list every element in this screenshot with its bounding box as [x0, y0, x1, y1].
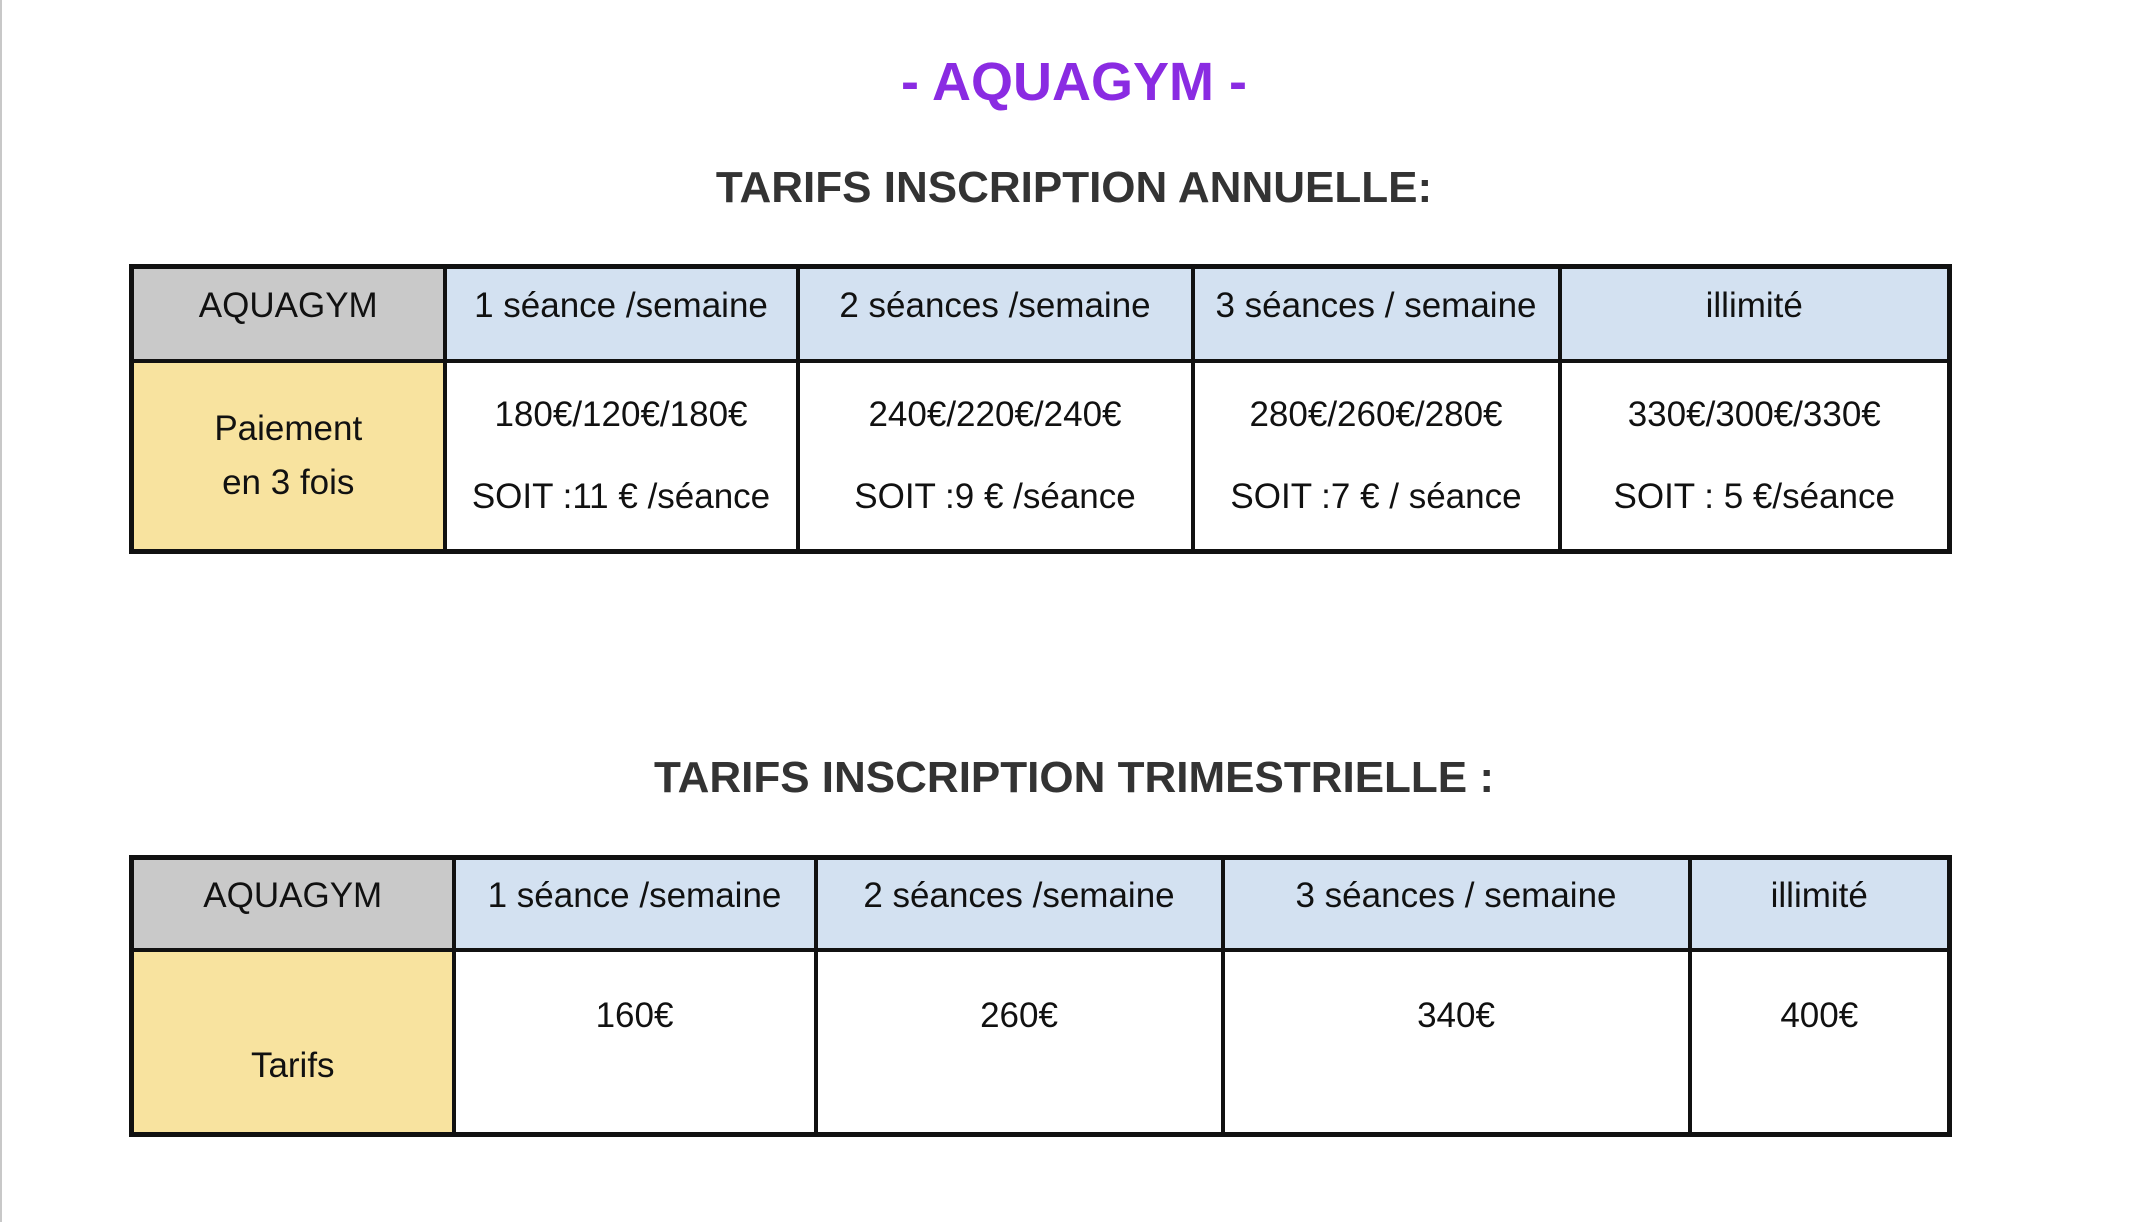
annual-section-heading: TARIFS INSCRIPTION ANNUELLE: [715, 163, 1433, 212]
quarterly-price-table [129, 855, 1952, 1137]
quarterly-col-header-4 [1690, 858, 1950, 951]
quarterly-col-header-1 [454, 858, 816, 951]
annual-row-label-line-2: en 3 fois [222, 463, 355, 502]
annual-price-per-session-1: SOIT :11 € /séance [471, 477, 771, 516]
annual-data-row [132, 361, 1950, 552]
quarterly-row-label: Tarifs [250, 1046, 335, 1085]
quarterly-col-header-4-label: illimité [1770, 876, 1868, 915]
quarterly-price-cell-4 [1690, 950, 1950, 1135]
annual-col-header-4-label: illimité [1705, 286, 1803, 325]
quarterly-price-cell-3 [1223, 950, 1690, 1135]
quarterly-row-label-cell [132, 950, 454, 1135]
quarterly-price-3: 340€ [1417, 996, 1495, 1035]
page-title: - AQUAGYM - [901, 52, 1247, 112]
quarterly-col-header-3 [1223, 858, 1690, 951]
annual-price-table [129, 264, 1952, 554]
annual-price-per-session-3: SOIT :7 € / séance [1230, 477, 1522, 516]
quarterly-corner-label: AQUAGYM [203, 876, 383, 915]
annual-price-cell-4 [1560, 361, 1950, 552]
annual-price-amount-2: 240€/220€/240€ [868, 395, 1122, 434]
quarterly-col-header-2 [816, 858, 1223, 951]
annual-row-label-cell [132, 361, 445, 552]
quarterly-data-row [132, 950, 1950, 1135]
annual-price-cell-3 [1193, 361, 1560, 552]
annual-price-cell-2 [798, 361, 1193, 552]
quarterly-price-1: 160€ [595, 996, 674, 1035]
annual-col-header-3-label: 3 séances / semaine [1215, 286, 1537, 325]
quarterly-price-4: 400€ [1780, 996, 1859, 1035]
annual-price-cell-1 [445, 361, 798, 552]
annual-corner-cell [132, 267, 445, 362]
annual-corner-label: AQUAGYM [198, 286, 378, 325]
quarterly-price-cell-1 [454, 950, 816, 1135]
annual-col-header-4 [1560, 267, 1950, 362]
quarterly-col-header-2-label: 2 séances /semaine [863, 876, 1175, 915]
annual-price-amount-3: 280€/260€/280€ [1249, 395, 1503, 434]
annual-col-header-2 [798, 267, 1193, 362]
quarterly-price-cell-2 [816, 950, 1223, 1135]
annual-col-header-1 [445, 267, 798, 362]
quarterly-section-heading: TARIFS INSCRIPTION TRIMESTRIELLE : [653, 753, 1495, 802]
annual-price-per-session-2: SOIT :9 € /séance [854, 477, 1136, 516]
annual-col-header-2-label: 2 séances /semaine [839, 286, 1151, 325]
quarterly-col-header-1-label: 1 séance /semaine [487, 876, 782, 915]
annual-price-amount-4: 330€/300€/330€ [1627, 395, 1881, 434]
quarterly-price-2: 260€ [980, 996, 1058, 1035]
quarterly-corner-cell [132, 858, 454, 951]
annual-price-per-session-4: SOIT : 5 €/séance [1613, 477, 1895, 516]
annual-header-row [132, 267, 1950, 362]
annual-col-header-3 [1193, 267, 1560, 362]
quarterly-col-header-3-label: 3 séances / semaine [1295, 876, 1617, 915]
annual-row-label-line-1: Paiement [214, 409, 363, 448]
annual-price-amount-1: 180€/120€/180€ [494, 395, 748, 434]
annual-col-header-1-label: 1 séance /semaine [474, 286, 768, 325]
quarterly-header-row [132, 858, 1950, 951]
